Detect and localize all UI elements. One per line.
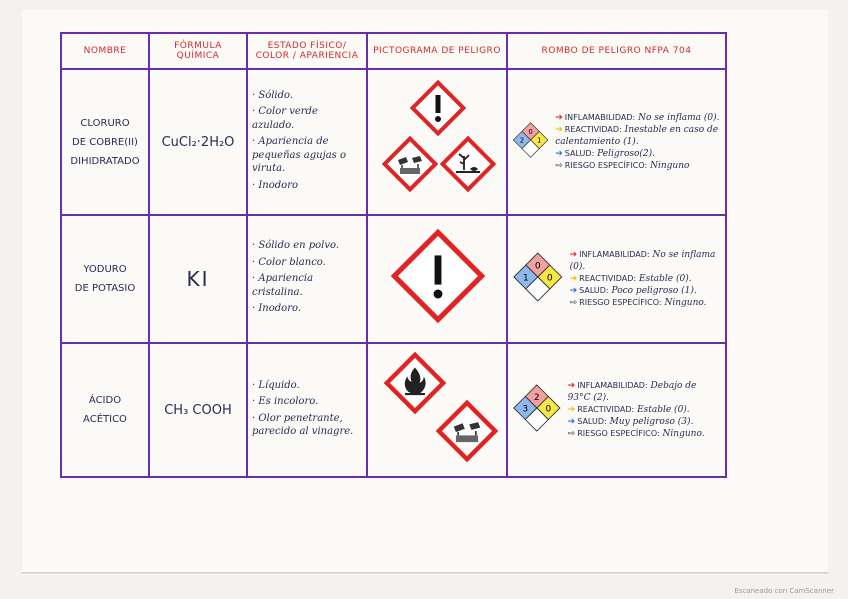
reactivity-value: Estable (0). — [639, 273, 692, 284]
state-line: · Inodoro. — [252, 303, 301, 315]
nfpa-cell: 0 2 1 ➔ INFLAMABILIDAD: No se inflama (0). ➔ REACTIVIDAD: Inestable en caso de calentamiento (1). ➔ SALUD: Peligroso(2). ⇨ RIESGO ESPECÍFICO: Ninguno — [507, 69, 726, 215]
header-name: NOMBRE — [61, 33, 149, 69]
exclamation-mark-icon — [390, 228, 486, 324]
special-value: Ninguno. — [664, 298, 707, 309]
nfpa-health-value: 3 — [522, 404, 529, 415]
name-line: ÁCIDO — [88, 395, 122, 406]
state-line: · Color blanco. — [252, 256, 326, 268]
state-line: · Sólido en polvo. — [252, 240, 340, 252]
pictogram-cell — [367, 215, 507, 343]
special-value: Ninguno. — [662, 429, 705, 440]
flammability-value: No se inflama (0). — [569, 249, 716, 272]
pictogram-cell — [367, 343, 507, 477]
name-line: DE POTASIO — [74, 283, 136, 294]
nfpa-flammability-value: 2 — [534, 392, 540, 403]
hazard-table — [60, 32, 727, 478]
name-line: YODURO — [83, 264, 127, 275]
table-row — [61, 343, 726, 477]
formula-text: CuCl₂·2H₂O — [161, 134, 235, 150]
nfpa-flammability-value: 0 — [528, 127, 533, 136]
reactivity-label: REACTIVIDAD: — [579, 273, 637, 283]
state-cell — [247, 343, 367, 477]
header-formula: FÓRMULA QUÍMICA — [149, 33, 247, 69]
name-cell — [61, 69, 149, 215]
nfpa-diamond-icon — [512, 112, 549, 168]
formula-text: CH₃ COOH — [164, 402, 232, 418]
special-label: RIESGO ESPECÍFICO: — [579, 298, 662, 308]
nfpa-health-value: 2 — [519, 136, 525, 145]
name-line: DIHIDRATADO — [70, 155, 140, 167]
flammability-value: No se inflama (0). — [638, 112, 720, 123]
nfpa-diamond-icon — [512, 249, 564, 305]
state-line: · Olor penetrante, parecido al vinagre. — [252, 412, 354, 437]
name-line: CLORURO — [80, 117, 130, 129]
formula-cell — [149, 215, 247, 343]
scan-edge — [22, 572, 828, 574]
nfpa-health-value: 1 — [522, 272, 529, 284]
header-row — [61, 33, 726, 69]
nfpa-flammability-value: 0 — [534, 260, 541, 272]
state-line: · Color verde azulado. — [252, 106, 318, 131]
health-value: Poco peligroso (1). — [611, 286, 697, 297]
name-cell — [61, 343, 149, 477]
name-line: ACÉTICO — [83, 414, 127, 425]
environment-icon — [440, 136, 496, 192]
table-row — [61, 215, 726, 343]
corrosion-icon — [436, 400, 498, 462]
reactivity-label: REACTIVIDAD: — [564, 124, 622, 134]
state-line: · Apariencia cristalina. — [252, 273, 314, 298]
exclamation-mark-icon — [410, 80, 466, 136]
header-nfpa: ROMBO DE PELIGRO NFPA 704 — [507, 33, 726, 69]
formula-text: KI — [186, 267, 210, 291]
corrosion-icon — [382, 136, 438, 192]
health-label: SALUD: — [564, 149, 595, 159]
state-line: · Líquido. — [252, 379, 300, 391]
nfpa-reactivity-value: 1 — [537, 136, 542, 145]
state-line: · Inodoro — [252, 179, 298, 191]
flammability-value: Debajo de 93°C (2). — [567, 380, 697, 403]
reactivity-value: Estable (0). — [637, 404, 690, 415]
name-line: DE COBRE(II) — [72, 136, 138, 148]
flammability-label: INFLAMABILIDAD: — [564, 112, 636, 122]
health-value: Peligroso(2). — [597, 149, 656, 160]
special-value: Ninguno — [650, 161, 690, 172]
nfpa-cell: 2 3 0 ➔ INFLAMABILIDAD: Debajo de 93°C (2). ➔ REACTIVIDAD: Estable (0). ➔ SALUD: Muy peligroso (3). ⇨ RIESGO ESPECÍFICO: Ninguno. — [507, 343, 726, 477]
special-label: RIESGO ESPECÍFICO: — [564, 161, 648, 171]
state-line: · Sólido. — [252, 89, 294, 101]
header-state: ESTADO FÍSICO/ COLOR / APARIENCIA — [247, 33, 367, 69]
nfpa-reactivity-value: 0 — [546, 272, 553, 284]
health-value: Muy peligroso (3). — [609, 417, 694, 428]
formula-cell — [149, 343, 247, 477]
state-cell — [247, 215, 367, 343]
nfpa-cell: 0 1 0 ➔ INFLAMABILIDAD: No se inflama (0). ➔ REACTIVIDAD: Estable (0). ➔ SALUD: Poco peligroso (1). ⇨ RIESGO ESPECÍFICO: Ninguno. — [507, 215, 726, 343]
table-row — [61, 69, 726, 215]
state-cell — [247, 69, 367, 215]
header-pictogram: PICTOGRAMA DE PELIGRO — [367, 33, 507, 69]
nfpa-reactivity-value: 0 — [545, 404, 552, 415]
reactivity-label: REACTIVIDAD: — [577, 404, 635, 414]
health-label: SALUD: — [579, 286, 609, 296]
flammability-label: INFLAMABILIDAD: — [579, 249, 650, 259]
reactivity-value: Inestable en caso de calentamiento (1). — [555, 124, 719, 147]
pictogram-cell — [367, 69, 507, 215]
special-label: RIESGO ESPECÍFICO: — [577, 429, 660, 439]
formula-cell — [149, 69, 247, 215]
health-label: SALUD: — [577, 417, 607, 427]
name-cell — [61, 215, 149, 343]
state-line: · Es incoloro. — [252, 396, 319, 407]
state-line: · Apariencia de pequeñas agujas o viruta. — [252, 136, 346, 175]
scanner-watermark: Escaneado con CamScanner — [734, 587, 834, 595]
flammability-label: INFLAMABILIDAD: — [577, 380, 648, 390]
nfpa-diamond-icon — [512, 380, 562, 436]
